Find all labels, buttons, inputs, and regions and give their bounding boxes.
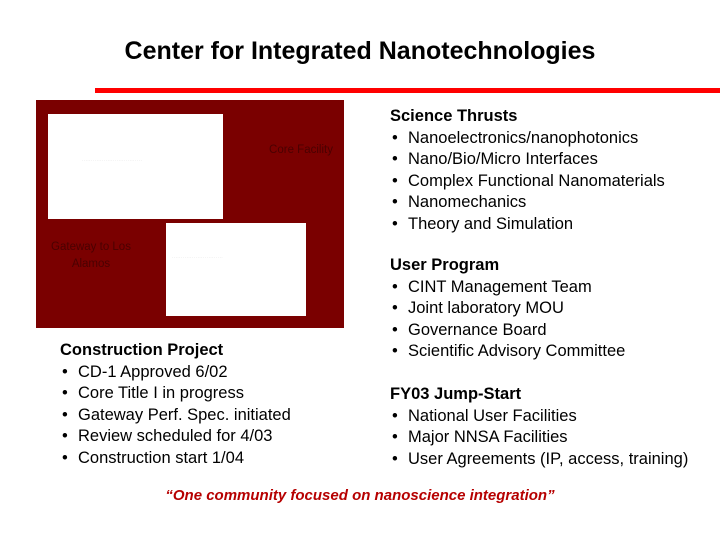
list-item-text: Construction start 1/04 bbox=[78, 448, 244, 467]
gateway-label: Gateway to Los Alamos bbox=[51, 241, 131, 270]
list-item-text: Review scheduled for 4/03 bbox=[78, 427, 273, 446]
list-item-text: CINT Management Team bbox=[408, 277, 592, 296]
list-item bbox=[390, 341, 625, 363]
list-item-text: Gateway Perf. Spec. initiated bbox=[78, 405, 291, 424]
bullet: • bbox=[392, 320, 398, 339]
title-divider bbox=[95, 88, 720, 93]
list-item bbox=[390, 128, 665, 150]
bullet: • bbox=[392, 449, 398, 468]
image-placeholder-text: · · · · · · · · · · · · · · · · · · · · · · · · · · · · bbox=[172, 255, 223, 259]
list-item-text: Nano/Bio/Micro Interfaces bbox=[408, 150, 598, 169]
list-item bbox=[390, 149, 665, 171]
facility-figure bbox=[36, 100, 344, 328]
science-heading: Science Thrusts bbox=[390, 107, 518, 125]
list-item-text: Governance Board bbox=[408, 320, 547, 339]
list-item bbox=[390, 320, 625, 342]
list-item-text: CD-1 Approved 6/02 bbox=[78, 362, 228, 381]
list-item bbox=[60, 362, 291, 384]
list-item-text: Joint laboratory MOU bbox=[408, 299, 564, 318]
list-item bbox=[390, 277, 625, 299]
slide-title: Center for Integrated Nanotechnologies bbox=[124, 37, 596, 65]
core-facility-image bbox=[48, 114, 223, 219]
bullet: • bbox=[62, 362, 68, 381]
bullet: • bbox=[392, 150, 398, 169]
list-item bbox=[390, 298, 625, 320]
bullet: • bbox=[392, 193, 398, 212]
core-facility-label: Core Facility bbox=[269, 144, 333, 156]
list-item-text: Theory and Simulation bbox=[408, 214, 574, 233]
fy03-heading: FY03 Jump-Start bbox=[390, 385, 522, 403]
fy03-jump-start-block bbox=[390, 384, 688, 470]
list-item bbox=[60, 405, 291, 427]
construction-heading: Construction Project bbox=[60, 341, 224, 359]
gateway-image bbox=[166, 223, 306, 316]
bullet: • bbox=[62, 427, 68, 446]
image-placeholder-text: · · · · · · · · · · · · · · · · · · · · · · · · · · · · · · · · · bbox=[82, 158, 142, 162]
list-item bbox=[390, 171, 665, 193]
list-item bbox=[390, 427, 688, 449]
bullet: • bbox=[392, 299, 398, 318]
list-item-text: Scientific Advisory Committee bbox=[408, 342, 626, 361]
list-item bbox=[390, 192, 665, 214]
list-item bbox=[390, 214, 665, 236]
bullet: • bbox=[62, 384, 68, 403]
science-thrusts-block bbox=[390, 106, 665, 236]
bullet: • bbox=[392, 171, 398, 190]
tagline-quote: “One community focused on nanoscience integration” bbox=[165, 487, 555, 504]
bullet: • bbox=[392, 128, 398, 147]
list-item bbox=[60, 426, 291, 448]
bullet: • bbox=[392, 428, 398, 447]
list-item-text: Complex Functional Nanomaterials bbox=[408, 171, 665, 190]
bullet: • bbox=[392, 342, 398, 361]
list-item-text: Nanoelectronics/nanophotonics bbox=[408, 128, 639, 147]
user-program-block bbox=[390, 255, 625, 363]
list-item-text: Core Title I in progress bbox=[78, 384, 244, 403]
user-program-heading: User Program bbox=[390, 256, 500, 274]
list-item bbox=[60, 383, 291, 405]
list-item-text: Nanomechanics bbox=[408, 193, 527, 212]
list-item-text: National User Facilities bbox=[408, 406, 577, 425]
bullet: • bbox=[392, 277, 398, 296]
list-item-text: User Agreements (IP, access, training) bbox=[408, 449, 689, 468]
list-item-text: Major NNSA Facilities bbox=[408, 428, 568, 447]
bullet: • bbox=[392, 214, 398, 233]
list-item bbox=[60, 448, 291, 470]
construction-project-block bbox=[60, 340, 291, 470]
list-item bbox=[390, 406, 688, 428]
bullet: • bbox=[392, 406, 398, 425]
bullet: • bbox=[62, 448, 68, 467]
bullet: • bbox=[62, 405, 68, 424]
list-item bbox=[390, 449, 688, 471]
